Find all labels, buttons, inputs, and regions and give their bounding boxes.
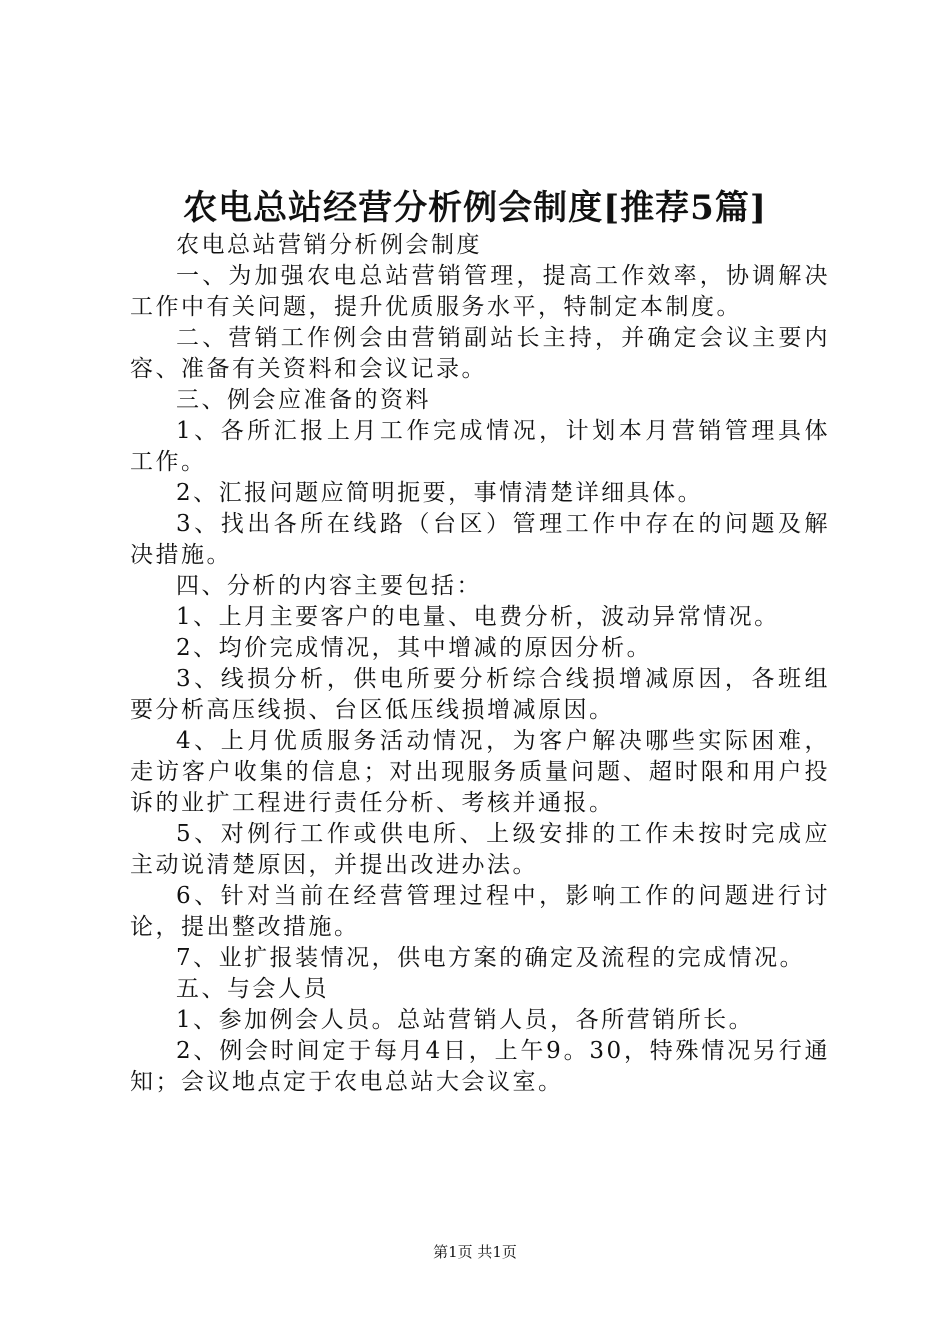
paragraph-item: 3、线损分析，供电所要分析综合线损增减原因，各班组要分析高压线损、台区低压线损增减原因。 (130, 666, 830, 723)
paragraph-item: 6、针对当前在经营管理过程中，影响工作的问题进行讨论，提出整改措施。 (130, 883, 830, 940)
paragraph-item: 2、均价完成情况，其中增减的原因分析。 (176, 635, 653, 661)
paragraph-section-5-heading: 五、与会人员 (176, 976, 329, 1002)
paragraph-item: 2、例会时间定于每月4日，上午9。30，特殊情况另行通知；会议地点定于农电总站大会议室。 (130, 1038, 830, 1095)
paragraph-subtitle: 农电总站营销分析例会制度 (176, 232, 482, 258)
document-body (130, 230, 830, 1098)
paragraph-item: 4、上月优质服务活动情况，为客户解决哪些实际困难，走访客户收集的信息；对出现服务质量问题、超时限和用户投诉的业扩工程进行责任分析、考核并通报。 (130, 728, 830, 816)
paragraph-item: 1、上月主要客户的电量、电费分析，波动异常情况。 (176, 604, 780, 630)
paragraph-item: 7、业扩报装情况，供电方案的确定及流程的完成情况。 (176, 945, 806, 971)
paragraph-item: 3、找出各所在线路（台区）管理工作中存在的问题及解决措施。 (130, 511, 830, 568)
paragraph-item: 5、对例行工作或供电所、上级安排的工作未按时完成应主动说清楚原因，并提出改进办法。 (130, 821, 830, 878)
document-title: 农电总站经营分析例会制度[推荐5篇] (183, 188, 767, 228)
paragraph-item: 2、汇报问题应简明扼要，事情清楚详细具体。 (176, 480, 704, 506)
paragraph-section-3-heading: 三、例会应准备的资料 (176, 387, 431, 413)
paragraph-item: 1、参加例会人员。总站营销人员，各所营销所长。 (176, 1007, 755, 1033)
paragraph-section-4-heading: 四、分析的内容主要包括： (176, 573, 482, 599)
paragraph-item: 1、各所汇报上月工作完成情况，计划本月营销管理具体工作。 (130, 418, 830, 475)
paragraph-section-1: 一、为加强农电总站营销管理，提高工作效率，协调解决工作中有关问题，提升优质服务水平，特制定本制度。 (130, 263, 830, 320)
page-number-footer: 第1页 共1页 (433, 1243, 517, 1261)
paragraph-section-2: 二、营销工作例会由营销副站长主持，并确定会议主要内容、准备有关资料和会议记录。 (130, 325, 830, 382)
